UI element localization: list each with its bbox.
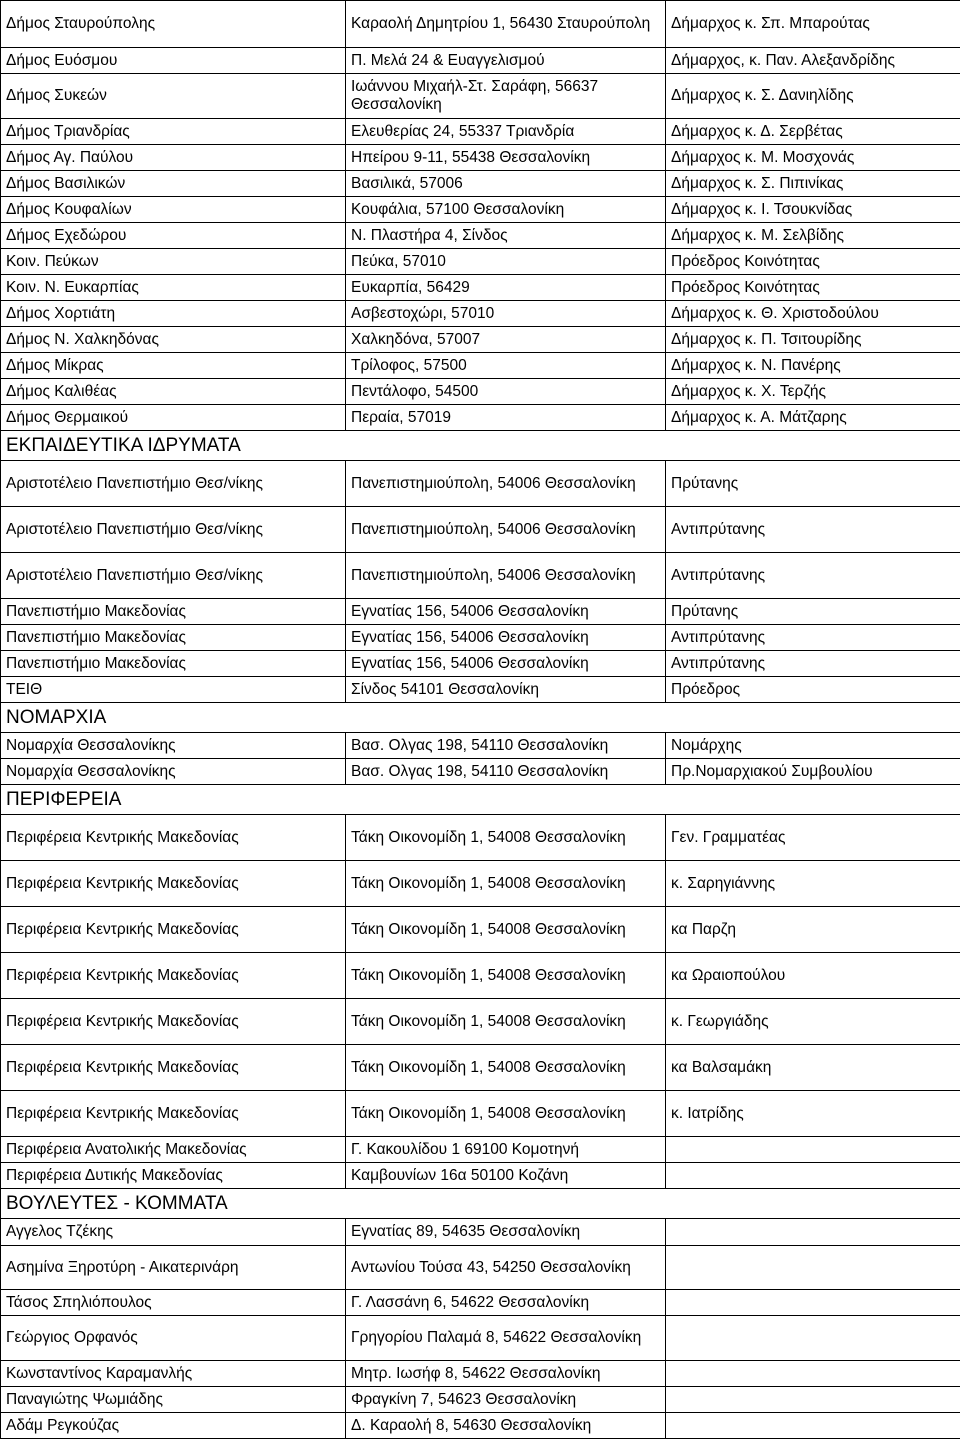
address-cell: Βασ. Ολγας 198, 54110 Θεσσαλονίκη bbox=[346, 759, 666, 785]
address-cell: Τάκη Οικονομίδη 1, 54008 Θεσσαλονίκη bbox=[346, 999, 666, 1045]
address-cell: Βασ. Ολγας 198, 54110 Θεσσαλονίκη bbox=[346, 733, 666, 759]
contact-person-cell: Δήμαρχος κ. Α. Μάτζαρης bbox=[666, 405, 960, 431]
table-row bbox=[1, 1387, 960, 1413]
contact-person-cell bbox=[666, 1361, 960, 1387]
address-cell: Εγνατίας 89, 54635 Θεσσαλονίκη bbox=[346, 1219, 666, 1246]
organization-cell: Ασημίνα Ξηροτύρη - Αικατερινάρη bbox=[1, 1246, 346, 1290]
contact-person-cell bbox=[666, 1290, 960, 1316]
contact-person-cell: Αντιπρύτανης bbox=[666, 553, 960, 599]
table-row bbox=[1, 353, 960, 379]
table-row bbox=[1, 1045, 960, 1091]
address-cell: Τάκη Οικονομίδη 1, 54008 Θεσσαλονίκη bbox=[346, 861, 666, 907]
organization-cell: Νομαρχία Θεσσαλονίκης bbox=[1, 759, 346, 785]
table-row bbox=[1, 553, 960, 599]
address-cell: Κουφάλια, 57100 Θεσσαλονίκη bbox=[346, 197, 666, 223]
section-title: ΕΚΠΑΙΔΕΥΤΙΚΑ ΙΔΡΥΜΑΤΑ bbox=[1, 431, 346, 461]
address-cell: Τάκη Οικονομίδη 1, 54008 Θεσσαλονίκη bbox=[346, 953, 666, 999]
table-row bbox=[1, 733, 960, 759]
address-cell: Ευκαρπία, 56429 bbox=[346, 275, 666, 301]
organization-cell: Πανεπιστήμιο Μακεδονίας bbox=[1, 651, 346, 677]
address-cell: Βασιλικά, 57006 bbox=[346, 171, 666, 197]
contact-person-cell: Πρόεδρος Κοινότητας bbox=[666, 275, 960, 301]
address-cell: Γ. Κακουλίδου 1 69100 Κομοτηνή bbox=[346, 1137, 666, 1163]
table-row bbox=[1, 275, 960, 301]
organization-cell: Περιφέρεια Κεντρικής Μακεδονίας bbox=[1, 953, 346, 999]
table-row bbox=[1, 1246, 960, 1290]
organization-cell: Δήμος Ευόσμου bbox=[1, 48, 346, 74]
organization-cell: Περιφέρεια Κεντρικής Μακεδονίας bbox=[1, 815, 346, 861]
contact-person-cell: Δήμαρχος κ. Χ. Τερζής bbox=[666, 379, 960, 405]
organization-cell: Αριστοτέλειο Πανεπιστήμιο Θεσ/νίκης bbox=[1, 507, 346, 553]
contact-person-cell bbox=[666, 1246, 960, 1290]
address-cell: Γ. Λασσάνη 6, 54622 Θεσσαλονίκη bbox=[346, 1290, 666, 1316]
table-row bbox=[1, 197, 960, 223]
table-row bbox=[1, 953, 960, 999]
table-row bbox=[1, 815, 960, 861]
organization-cell: Περιφέρεια Κεντρικής Μακεδονίας bbox=[1, 999, 346, 1045]
table-row bbox=[1, 507, 960, 553]
organization-cell: Αδάμ Ρεγκούζας bbox=[1, 1413, 346, 1439]
section-fill-cell bbox=[346, 785, 960, 815]
table-row bbox=[1, 249, 960, 275]
organization-cell: Δήμος Μίκρας bbox=[1, 353, 346, 379]
organization-cell: Περιφέρεια Κεντρικής Μακεδονίας bbox=[1, 861, 346, 907]
contact-person-cell: Πρόεδρος Κοινότητας bbox=[666, 249, 960, 275]
organization-cell: Δήμος Καλιθέας bbox=[1, 379, 346, 405]
organization-cell: Αριστοτέλειο Πανεπιστήμιο Θεσ/νίκης bbox=[1, 461, 346, 507]
contact-person-cell: Πρ.Νομαρχιακού Συμβουλίου bbox=[666, 759, 960, 785]
organization-cell: Περιφέρεια Κεντρικής Μακεδονίας bbox=[1, 1091, 346, 1137]
section-fill-cell bbox=[346, 703, 960, 733]
section-header-row bbox=[1, 1189, 960, 1219]
contact-person-cell: κ. Ιατρίδης bbox=[666, 1091, 960, 1137]
address-cell: Μητρ. Ιωσήφ 8, 54622 Θεσσαλονίκη bbox=[346, 1361, 666, 1387]
table-row bbox=[1, 759, 960, 785]
organization-cell: Δήμος Χορτιάτη bbox=[1, 301, 346, 327]
table-row bbox=[1, 301, 960, 327]
organization-cell: Τάσος Σπηλιόπουλος bbox=[1, 1290, 346, 1316]
table-row bbox=[1, 223, 960, 249]
table-row bbox=[1, 74, 960, 119]
organization-cell: Περιφέρεια Ανατολικής Μακεδονίας bbox=[1, 1137, 346, 1163]
contact-person-cell: κ. Σαρηγιάννης bbox=[666, 861, 960, 907]
address-cell: Πανεπιστημιούπολη, 54006 Θεσσαλονίκη bbox=[346, 507, 666, 553]
table-row bbox=[1, 171, 960, 197]
contact-person-cell: Δήμαρχος κ. Δ. Σερβέτας bbox=[666, 119, 960, 145]
address-cell: Πεντάλοφο, 54500 bbox=[346, 379, 666, 405]
organization-cell: Δήμος Ν. Χαλκηδόνας bbox=[1, 327, 346, 353]
contact-person-cell bbox=[666, 1137, 960, 1163]
table-row bbox=[1, 145, 960, 171]
table-row bbox=[1, 1290, 960, 1316]
address-cell: Εγνατίας 156, 54006 Θεσσαλονίκη bbox=[346, 625, 666, 651]
contact-person-cell bbox=[666, 1163, 960, 1189]
contact-table-body bbox=[1, 1, 960, 1439]
table-row bbox=[1, 861, 960, 907]
section-header-row bbox=[1, 703, 960, 733]
table-row bbox=[1, 1163, 960, 1189]
address-cell: Ηπείρου 9-11, 55438 Θεσσαλονίκη bbox=[346, 145, 666, 171]
contact-person-cell: Δήμαρχος κ. Θ. Χριστοδούλου bbox=[666, 301, 960, 327]
table-row bbox=[1, 1361, 960, 1387]
address-cell: Πανεπιστημιούπολη, 54006 Θεσσαλονίκη bbox=[346, 553, 666, 599]
address-cell: Σίνδος 54101 Θεσσαλονίκη bbox=[346, 677, 666, 703]
table-row bbox=[1, 1316, 960, 1361]
table-row bbox=[1, 999, 960, 1045]
organization-cell: Νομαρχία Θεσσαλονίκης bbox=[1, 733, 346, 759]
contact-person-cell: Γεν. Γραμματέας bbox=[666, 815, 960, 861]
organization-cell: Κωνσταντίνος Καραμανλής bbox=[1, 1361, 346, 1387]
table-row bbox=[1, 405, 960, 431]
contact-person-cell: κα Ωραιοπούλου bbox=[666, 953, 960, 999]
table-row bbox=[1, 48, 960, 74]
table-row bbox=[1, 1, 960, 48]
organization-cell: Δήμος Σταυρούπολης bbox=[1, 1, 346, 48]
address-cell: Περαία, 57019 bbox=[346, 405, 666, 431]
contact-person-cell bbox=[666, 1316, 960, 1361]
address-cell: Δ. Καραολή 8, 54630 Θεσσαλονίκη bbox=[346, 1413, 666, 1439]
contact-person-cell: Πρόεδρος bbox=[666, 677, 960, 703]
organization-cell: Κοιν. Ν. Ευκαρπίας bbox=[1, 275, 346, 301]
address-cell: Τάκη Οικονομίδη 1, 54008 Θεσσαλονίκη bbox=[346, 907, 666, 953]
contact-person-cell: Αντιπρύτανης bbox=[666, 651, 960, 677]
section-title: ΝΟΜΑΡΧΙΑ bbox=[1, 703, 346, 733]
table-row bbox=[1, 327, 960, 353]
organization-cell: Γεώργιος Ορφανός bbox=[1, 1316, 346, 1361]
address-cell: Ασβεστοχώρι, 57010 bbox=[346, 301, 666, 327]
address-cell: Γρηγορίου Παλαμά 8, 54622 Θεσσαλονίκη bbox=[346, 1316, 666, 1361]
address-cell: Καραολή Δημητρίου 1, 56430 Σταυρούπολη bbox=[346, 1, 666, 48]
address-cell: Τάκη Οικονομίδη 1, 54008 Θεσσαλονίκη bbox=[346, 1045, 666, 1091]
contact-person-cell: Αντιπρύτανης bbox=[666, 625, 960, 651]
organization-cell: ΤΕΙΘ bbox=[1, 677, 346, 703]
address-cell: Καμβουνίων 16α 50100 Κοζάνη bbox=[346, 1163, 666, 1189]
address-cell: Πεύκα, 57010 bbox=[346, 249, 666, 275]
organization-cell: Δήμος Βασιλικών bbox=[1, 171, 346, 197]
table-row bbox=[1, 1137, 960, 1163]
table-row bbox=[1, 461, 960, 507]
table-row bbox=[1, 1219, 960, 1246]
address-cell: Τάκη Οικονομίδη 1, 54008 Θεσσαλονίκη bbox=[346, 815, 666, 861]
address-cell: Ιωάννου Μιχαήλ-Στ. Σαράφη, 56637 Θεσσαλονίκη bbox=[346, 74, 666, 119]
contact-person-cell bbox=[666, 1387, 960, 1413]
address-cell: Π. Μελά 24 & Ευαγγελισμού bbox=[346, 48, 666, 74]
table-row bbox=[1, 907, 960, 953]
contact-person-cell: Δήμαρχος κ. Π. Τσιτουρίδης bbox=[666, 327, 960, 353]
address-cell: Τάκη Οικονομίδη 1, 54008 Θεσσαλονίκη bbox=[346, 1091, 666, 1137]
organization-cell: Δήμος Τριανδρίας bbox=[1, 119, 346, 145]
section-title: ΠΕΡΙΦΕΡΕΙΑ bbox=[1, 785, 346, 815]
organization-cell: Περιφέρεια Κεντρικής Μακεδονίας bbox=[1, 1045, 346, 1091]
contact-person-cell: κ. Γεωργιάδης bbox=[666, 999, 960, 1045]
table-row bbox=[1, 379, 960, 405]
section-fill-cell bbox=[346, 1189, 960, 1219]
address-cell: Ελευθερίας 24, 55337 Τριανδρία bbox=[346, 119, 666, 145]
contact-person-cell: κα Παρζη bbox=[666, 907, 960, 953]
section-header-row bbox=[1, 785, 960, 815]
address-cell: Χαλκηδόνα, 57007 bbox=[346, 327, 666, 353]
contact-person-cell: Δήμαρχος κ. Μ. Μοσχονάς bbox=[666, 145, 960, 171]
contact-person-cell: Δήμαρχος κ. Μ. Σελβίδης bbox=[666, 223, 960, 249]
address-cell: Εγνατίας 156, 54006 Θεσσαλονίκη bbox=[346, 651, 666, 677]
contact-person-cell: Δήμαρχος κ. Ν. Πανέρης bbox=[666, 353, 960, 379]
address-cell: Τρίλοφος, 57500 bbox=[346, 353, 666, 379]
contact-person-cell bbox=[666, 1413, 960, 1439]
contact-person-cell: Δήμαρχος κ. Ι. Τσουκνίδας bbox=[666, 197, 960, 223]
address-cell: Ν. Πλαστήρα 4, Σίνδος bbox=[346, 223, 666, 249]
contact-person-cell: Δήμαρχος κ. Σ. Πιπινίκας bbox=[666, 171, 960, 197]
section-header-row bbox=[1, 431, 960, 461]
organization-cell: Αγγελος Τζέκης bbox=[1, 1219, 346, 1246]
organization-cell: Πανεπιστήμιο Μακεδονίας bbox=[1, 625, 346, 651]
address-cell: Εγνατίας 156, 54006 Θεσσαλονίκη bbox=[346, 599, 666, 625]
contact-person-cell: κα Βαλσαμάκη bbox=[666, 1045, 960, 1091]
organization-cell: Δήμος Αγ. Παύλου bbox=[1, 145, 346, 171]
table-row bbox=[1, 1413, 960, 1439]
contact-person-cell: Πρύτανης bbox=[666, 461, 960, 507]
table-row bbox=[1, 599, 960, 625]
contact-person-cell: Δήμαρχος κ. Σ. Δανιηλίδης bbox=[666, 74, 960, 119]
section-fill-cell bbox=[346, 431, 960, 461]
organization-cell: Δήμος Συκεών bbox=[1, 74, 346, 119]
organization-cell: Κοιν. Πεύκων bbox=[1, 249, 346, 275]
contact-person-cell: Δήμαρχος, κ. Παν. Αλεξανδρίδης bbox=[666, 48, 960, 74]
organization-cell: Δήμος Θερμαικού bbox=[1, 405, 346, 431]
organization-cell: Δήμος Κουφαλίων bbox=[1, 197, 346, 223]
contact-person-cell: Δήμαρχος κ. Σπ. Μπαρούτας bbox=[666, 1, 960, 48]
table-row bbox=[1, 119, 960, 145]
organization-cell: Περιφέρεια Δυτικής Μακεδονίας bbox=[1, 1163, 346, 1189]
contact-person-cell: Αντιπρύτανης bbox=[666, 507, 960, 553]
organization-cell: Αριστοτέλειο Πανεπιστήμιο Θεσ/νίκης bbox=[1, 553, 346, 599]
organization-cell: Περιφέρεια Κεντρικής Μακεδονίας bbox=[1, 907, 346, 953]
contact-person-cell: Πρύτανης bbox=[666, 599, 960, 625]
contact-person-cell: Νομάρχης bbox=[666, 733, 960, 759]
address-cell: Πανεπιστημιούπολη, 54006 Θεσσαλονίκη bbox=[346, 461, 666, 507]
table-row bbox=[1, 625, 960, 651]
organization-cell: Πανεπιστήμιο Μακεδονίας bbox=[1, 599, 346, 625]
contact-person-cell bbox=[666, 1219, 960, 1246]
section-title: ΒΟΥΛΕΥΤΕΣ - ΚΟΜΜΑΤΑ bbox=[1, 1189, 346, 1219]
table-row bbox=[1, 651, 960, 677]
organization-cell: Δήμος Εχεδώρου bbox=[1, 223, 346, 249]
organization-cell: Παναγιώτης Ψωμιάδης bbox=[1, 1387, 346, 1413]
table-row bbox=[1, 1091, 960, 1137]
address-cell: Αντωνίου Τούσα 43, 54250 Θεσσαλονίκη bbox=[346, 1246, 666, 1290]
address-cell: Φραγκίνη 7, 54623 Θεσσαλονίκη bbox=[346, 1387, 666, 1413]
table-row bbox=[1, 677, 960, 703]
